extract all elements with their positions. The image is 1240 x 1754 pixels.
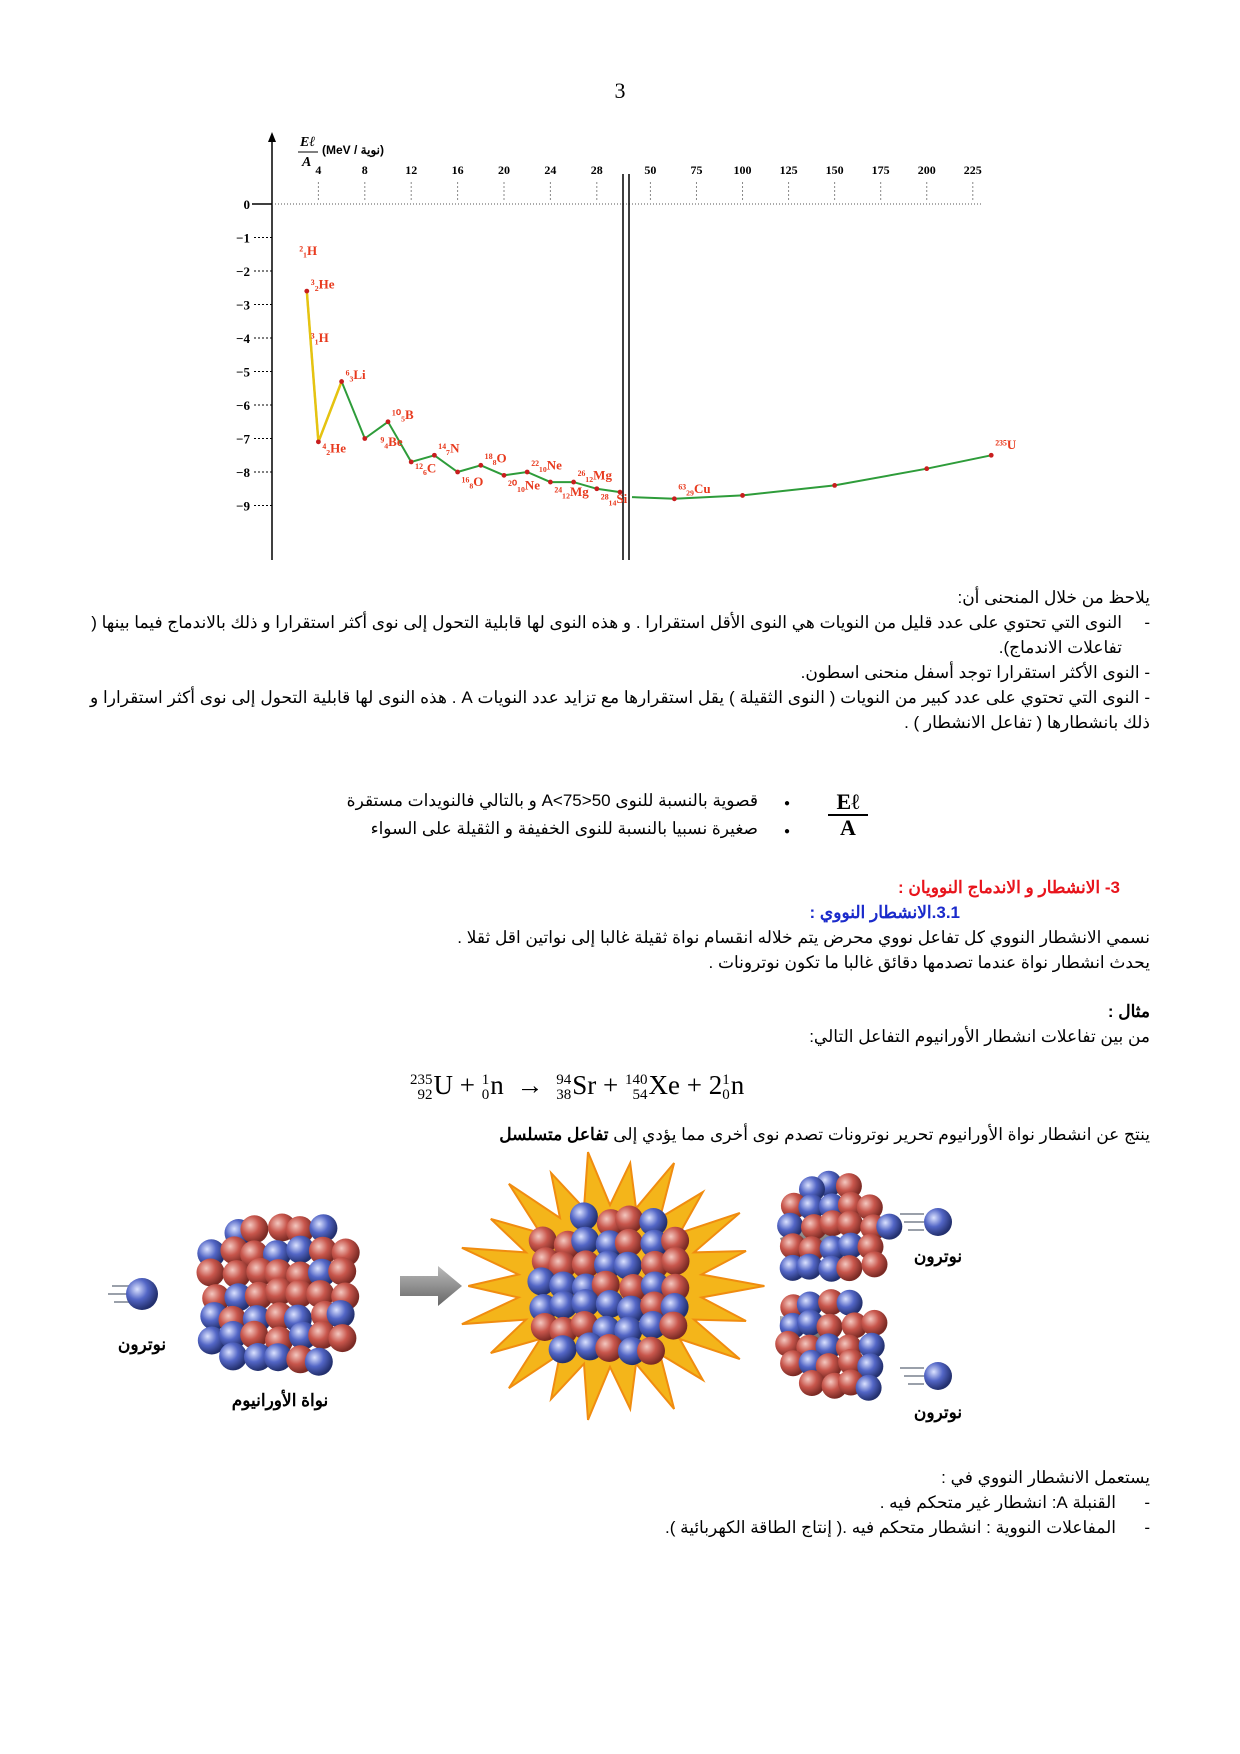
data-point [478, 463, 483, 468]
nucleon [637, 1337, 665, 1365]
ylabel-numerator: Eℓ [300, 135, 316, 150]
data-point [548, 480, 553, 485]
x-tick-label: 20 [498, 163, 510, 177]
xe-mass: 140 [624, 1071, 648, 1088]
y-tick-label: −3 [236, 297, 250, 313]
ylabel-unit: (MeV / نوية) [322, 143, 384, 157]
definition-1: نسمي الانشطار النووي كل تفاعل نووي محرض يتم خلاله انقسام نواة ثقيلة غالبا إلى نواتين اقل ثقلا . [457, 928, 1150, 947]
fission-equation [410, 1070, 744, 1103]
intro-line: يلاحظ من خلال المنحنى أن: [957, 588, 1150, 607]
frac-denominator: A [840, 815, 856, 840]
nucleon [837, 1290, 863, 1316]
nuclide-label: ²⁶₁₂Mg [577, 467, 612, 483]
frac-numerator: Eℓ [828, 790, 868, 816]
nuclide-label: ³₁H [310, 330, 329, 345]
section-3-heading: 3- الانشطار و الاندماج النوويان : [897, 878, 1120, 897]
x-tick-label: 175 [871, 163, 890, 177]
nuclide-label: ²⁸₁₄Si [600, 490, 628, 506]
strontium-symbol: Sr [572, 1070, 597, 1100]
nuclide-label: ²⁰₁₀Ne [508, 477, 541, 493]
plus-1: + [459, 1070, 475, 1100]
nucleon [328, 1257, 356, 1285]
list-item-1 [90, 610, 1150, 660]
list-item-3: - النوى التي تحتوي على عدد كبير من النويات ( النوى الثقيلة ) يقل استقرارها مع تزايد عدد النويات A . هذه النوى لها قابلية التحول إلى نوى أكثر استقرارا و ذلك بانشطارها ( تفاعل الانشطار ) . [90, 688, 1151, 732]
item1-text: النوى التي تحتوي على عدد قليل من النويات هي النوى الأقل استقرارا . و هذه النوى لها قابلية التحول إلى نوى أكثر استقرارا و ذلك بالاندماج فيما بينها ( تفاعلات الاندماج). [91, 613, 1122, 657]
observations [90, 585, 1150, 735]
nuclide-label: ²³⁵U [995, 437, 1017, 453]
data-point [362, 436, 367, 441]
bullet-item-1: ●قصوية بالنسبة للنوى 50<A<75 و بالتالي فالنويدات مستقرة [346, 791, 790, 810]
x-tick-label: 24 [544, 163, 557, 177]
data-point [386, 419, 391, 424]
data-point [594, 486, 599, 491]
nucleon [862, 1251, 888, 1277]
nuclide-label: ⁶₃Li [345, 366, 366, 382]
dash-marker: - [1144, 613, 1150, 632]
dash-marker: - [1144, 1493, 1150, 1512]
data-point [989, 453, 994, 458]
neutron-symbol: n [490, 1070, 504, 1100]
nuclide-label: ¹⁴₇N [438, 440, 460, 456]
n-mass: 1 [481, 1071, 490, 1088]
nucleon [856, 1375, 882, 1401]
xenon-symbol: Xe [648, 1070, 680, 1100]
emitted-neutron-bottom [924, 1362, 952, 1390]
emitted-neutron-top [924, 1208, 952, 1236]
nucleon [861, 1310, 887, 1336]
nuclide-label: ²²₁₀Ne [531, 457, 562, 473]
section-3 [90, 875, 1150, 1049]
use-item-2 [90, 1515, 1150, 1540]
nucleon [549, 1335, 577, 1363]
uses-section [90, 1465, 1150, 1540]
data-point [432, 453, 437, 458]
curve-highlight [307, 291, 342, 442]
definition-2: يحدث انشطار نواة عندما تصدمها دقائق غالبا ما تكون نوترونات . [708, 953, 1150, 972]
x-tick-label: 150 [825, 163, 844, 177]
data-point [502, 473, 507, 478]
dash-marker: - [1144, 1518, 1150, 1537]
y-tick-label: −7 [236, 431, 250, 447]
plus-3: + [686, 1070, 702, 1100]
ylabel-denominator: A [302, 155, 312, 170]
u-mass: 235 [410, 1071, 433, 1088]
xe-z: 54 [632, 1086, 648, 1103]
neutron-label: نوترون [117, 1335, 167, 1354]
n2-z: 0 [722, 1086, 730, 1103]
uranium-symbol: U [433, 1070, 453, 1100]
use1-text: القنبلة A: انشطار غير متحكم فيه . [879, 1493, 1116, 1512]
incoming-neutron [126, 1278, 158, 1310]
nuclide-label: ¹²₆C [415, 460, 437, 476]
nucleon [197, 1259, 225, 1287]
data-point [832, 483, 837, 488]
y-tick-label: −5 [236, 364, 250, 380]
y-tick-label: −6 [236, 398, 250, 413]
bullet-item-2: ●صغيرة نسبيا بالنسبة للنوى الخفيفة و الثقيلة على السواء [370, 819, 790, 838]
data-point [316, 439, 321, 444]
fission-illustration [100, 1148, 1100, 1428]
data-point [525, 470, 530, 475]
use-item-1 [90, 1490, 1150, 1515]
chain-text: ينتج عن انشطار نواة الأورانيوم تحرير نوترونات تصدم نوى أخرى مما يؤدي إلى [608, 1125, 1150, 1144]
nucleon [327, 1300, 355, 1328]
y-tick-label: 0 [243, 197, 250, 212]
nuclide-label: ¹⁸₈O [484, 450, 507, 466]
x-tick-label: 75 [690, 163, 703, 177]
nucleon [240, 1215, 268, 1243]
nuclide-label: ¹⁰₅B [392, 407, 414, 423]
list-item-2: - النوى الأكثر استقرارا توجد أسفل منحنى اسطون. [800, 663, 1150, 682]
nuclide-label: ³₂He [310, 276, 335, 292]
nucleon [305, 1348, 333, 1376]
data-point [409, 460, 414, 465]
example-line: من بين تفاعلات انشطار الأورانيوم التفاعل التالي: [809, 1027, 1150, 1046]
nucleon [876, 1214, 902, 1240]
x-tick-label: 12 [405, 163, 418, 177]
x-tick-label: 200 [917, 163, 936, 177]
chain-bold: تفاعل متسلسل [499, 1125, 609, 1144]
x-tick-label: 50 [644, 163, 657, 177]
sr-mass: 94 [556, 1071, 572, 1088]
data-point [339, 379, 344, 384]
x-tick-label: 16 [451, 163, 464, 177]
bullet2-text: صغيرة نسبيا بالنسبة للنوى الخفيفة و الثقيلة على السواء [370, 819, 758, 838]
bullet-list [200, 788, 790, 844]
fragment-nucleus-top [777, 1171, 902, 1282]
fragment-nucleus-bottom [775, 1289, 887, 1401]
y-tick-label: −9 [236, 498, 250, 514]
data-point [740, 493, 745, 498]
example-label: مثال : [1107, 1002, 1150, 1021]
neutron-label-top: نوترون [913, 1247, 963, 1266]
use2-text: المفاعلات النووية : انشطار متحكم فيه .( إنتاج الطاقة الكهربائية ). [664, 1518, 1116, 1537]
nucleon [796, 1254, 822, 1280]
neutron-label-bottom: نوترون [913, 1403, 963, 1422]
page-number: 3 [614, 78, 626, 103]
nuclide-label: ⁶³₂₉Cu [678, 480, 711, 496]
n2-mass: 1 [722, 1071, 730, 1088]
nucleon [662, 1247, 690, 1275]
nucleon [328, 1324, 356, 1352]
x-tick-label: 8 [361, 163, 368, 177]
x-tick-label: 4 [315, 163, 322, 177]
nuclide-label: ⁹₄Be [380, 433, 403, 449]
data-point [455, 470, 460, 475]
arrow-right-icon [400, 1266, 462, 1306]
nuclide-label: ²₁H [299, 242, 318, 258]
fraction-el-over-a [828, 790, 868, 840]
reaction-arrow: → [516, 1070, 544, 1100]
curve-light-nuclei [307, 291, 620, 492]
data-point [672, 496, 677, 501]
y-tick-label: −1 [236, 230, 250, 246]
nuclide-label: ¹⁶₈O [461, 474, 484, 490]
x-tick-label: 125 [779, 163, 798, 177]
nucleon [219, 1342, 247, 1370]
u-z: 92 [417, 1086, 433, 1103]
neutron-symbol-2: n [730, 1070, 745, 1100]
uses-title: يستعمل الانشطار النووي في : [941, 1468, 1150, 1487]
section-3-1-heading: 3.1.الانشطار النووي : [809, 903, 960, 922]
nuclide-label: ⁴₂He [322, 440, 347, 456]
y-tick-label: −2 [236, 264, 250, 279]
x-tick-label: 225 [963, 163, 982, 177]
x-tick-label: 28 [590, 163, 603, 177]
nuclide-label: ²⁴₁₂Mg [554, 484, 589, 500]
plus-2: + [603, 1070, 619, 1100]
nucleon [836, 1255, 862, 1281]
n-z: 0 [481, 1086, 490, 1103]
data-point [304, 289, 309, 294]
sr-z: 38 [556, 1086, 572, 1103]
data-point [924, 466, 929, 471]
bullet1-text: قصوية بالنسبة للنوى 50<A<75 و بالتالي فالنويدات مستقرة [346, 791, 758, 810]
y-tick-label: −4 [236, 331, 250, 346]
neutron-coefficient: 2 [708, 1070, 723, 1100]
chain-reaction-line [90, 1122, 1150, 1147]
nucleon [659, 1312, 687, 1340]
y-tick-label: −8 [236, 465, 250, 480]
uranium-label: نواة الأورانيوم [231, 1391, 329, 1410]
x-tick-label: 100 [733, 163, 752, 177]
nucleon [799, 1370, 825, 1396]
binding-energy-chart [230, 130, 1017, 560]
uranium-nucleus [197, 1214, 360, 1376]
nucleon [570, 1202, 598, 1230]
